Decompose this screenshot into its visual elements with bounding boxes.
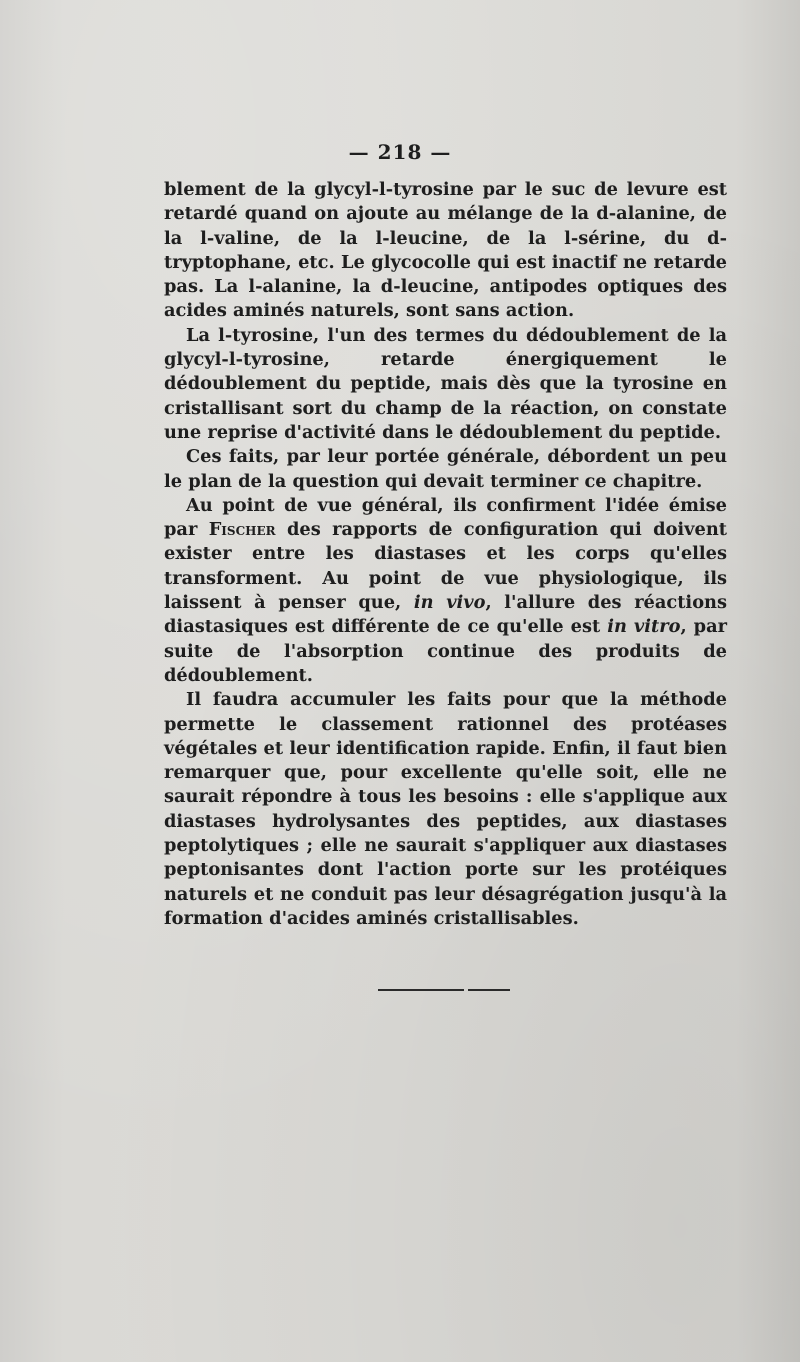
- paragraph-text: , par suite de l'absorption continue des produits de dédoublement.: [164, 616, 727, 686]
- page-number: — 218 —: [348, 140, 452, 164]
- paragraph-text: , l'allure des réactions diastasiques est différente de ce qu'elle est: [164, 592, 727, 638]
- paragraph: blement de la glycyl-l-tyrosine par le suc de levure est retardé quand on ajoute au mélange de la d-alanine, de la l-valine, de la l-leucine, de la l-sérine, du d-tryptophane, etc. Le glycocolle qui est inactif ne retarde pas. La l-alanine, la d-leucine, antipodes optiques des acides aminés naturels, sont sans action.: [164, 179, 727, 322]
- italic-term: in vivo: [413, 592, 486, 614]
- section-end-rule: [378, 989, 510, 991]
- paragraph: [164, 494, 727, 688]
- author-name: Fischer: [208, 519, 276, 541]
- rule-segment: [468, 989, 510, 991]
- body-text: [164, 178, 727, 931]
- paragraph: Il faudra accumuler les faits pour que la méthode permette le classement rationnel des protéases végétales et leur identification rapide. Enfin, il faut bien remarquer que, pour excellente qu'elle soit, elle ne saurait répondre à tous les besoins : elle s'applique aux diastases hydrolysantes des peptides, aux diastases peptolytiques ; elle ne saurait s'appliquer aux diastases peptonisantes dont l'action porte sur les protéiques naturels et ne conduit pas leur désagrégation jusqu'à la formation d'acides aminés cristallisables.: [164, 689, 727, 929]
- paragraph: Ces faits, par leur portée générale, débordent un peu le plan de la question qui devait terminer ce chapitre.: [164, 446, 727, 492]
- italic-term: in vitro: [607, 616, 681, 638]
- paragraph: La l-tyrosine, l'un des termes du dédoublement de la glycyl-l-tyrosine, retarde énergiquement le dédoublement du peptide, mais dès que la tyrosine en cristallisant sort du champ de la réaction, on constate une reprise d'activité dans le dédoublement du peptide.: [164, 324, 727, 443]
- paragraph-text: Au point de vue général, ils confirment l'idée émise par: [164, 494, 727, 541]
- rule-segment: [378, 989, 464, 991]
- paragraph-text: des rapports de configuration qui doivent exister entre les diastases et les corps qu'elles transforment. Au point de vue physiologique, ils laissent à penser que,: [164, 519, 727, 614]
